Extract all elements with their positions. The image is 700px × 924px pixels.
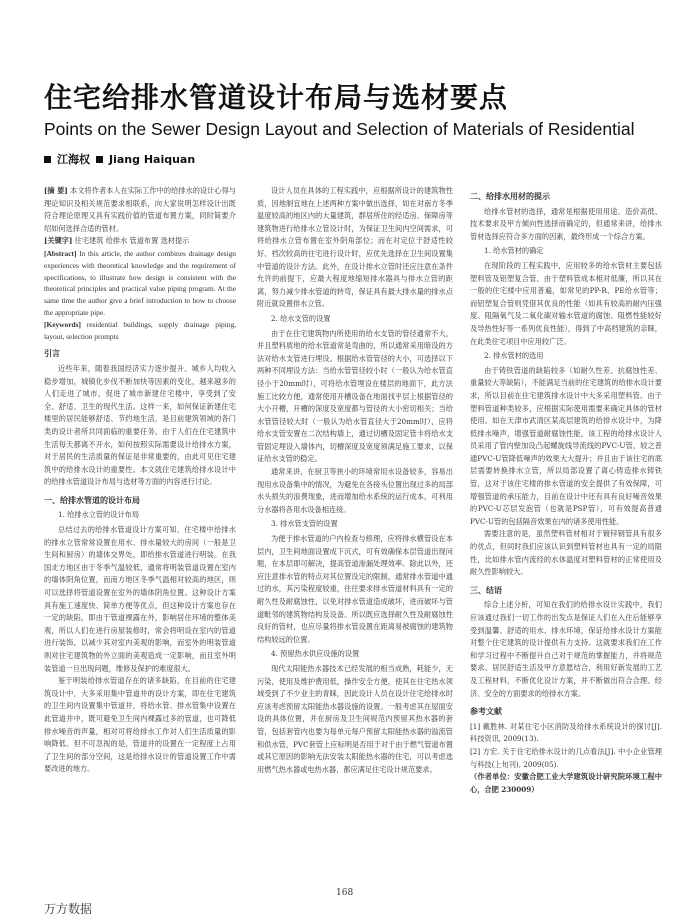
subsection-heading: 2. 给水支管的设置	[271, 313, 331, 323]
article-title-zh: 住宅给排水管道设计布局与选材要点	[44, 81, 509, 114]
subsection-heading: 1. 给水管材的确定	[484, 246, 544, 256]
column-3	[470, 185, 662, 796]
bullet-square-icon	[44, 156, 51, 163]
section-heading-intro: 引言	[44, 349, 60, 359]
author-en: Jiang Haiquan	[109, 152, 196, 166]
keywords-en: [Keywords] residential buildings, supply drainage piping, layout, selection prompts	[44, 319, 236, 341]
paragraph: 鉴于明装给排水管道存在的诸多缺陷，在目前的住宅建筑设计中，大多采用集中管道井的设计方案，即在住宅建筑的卫生间内设置集中管道井，将给水管、排水管集中设置在此管道井中，既可避免卫生间内裸露过多的管道，也可降低排水噪音的声量，相对可将给排水工作对人们生活质量的影响降低。但不可忽视的是，管道井的设置在一定程度上占用了卫生间的部分空间，这是给排水设计的管道设置工作中需要改进的地方。	[44, 676, 236, 774]
paragraph: 综合上述分析，可知在我们的给排水设计实践中，我们应该通过我们一切工作的出发点是保证人们在入住后能够享受到温馨、舒适的用水、排水环境，保证给排水设计方案能对整个住宅建筑的设计提供有力支持。这就要求我们在工作和学习过程中不断提升自己对于规范的掌握能力，并将规范要求、居民舒适生活及甲方意愿结合，利用好新发展的工艺及工程材料，不断优化设计方案，并不断做出符合合理、经济、安全的方面要求的给排水方案。	[470, 600, 662, 698]
authors	[44, 151, 195, 167]
abstract-en: [Abstract] In this article, the author combines drainage design experiences with theoretical knowledge and the requirement of specifications, to illustrate how design is consistent with the theoretical principles and practical value piping program. At the same time the author give a brief introduction to how to choose the appropriate pipe.	[44, 248, 236, 317]
paragraph: 设计人员在具体的工程实践中，应根据所设计的建筑物性质，因地制宜地在上述两种方案中做出选择，如在对南方冬季温度较高的地区内的大量建筑，群居所住的经适房、保障房等建筑物进行给排水立管设计时，为保证卫生间内空间需求，可将给排水立管布置在室外阴角部位；而在对定位于舒适性较好、档次较高的住宅进行设计时，应优先选择在卫生间设置集中管道的设计方法。此外，在设计排水立管时还应注意在条件允许的前提下，应最大程度地缩短排水器具与排水立管的距离，努力减少排水管道的转弯，保证具有最大排水量的排水点附近就设置排水立管。	[257, 186, 453, 309]
author-affiliation: （作者单位：安徽合肥工业大学建筑设计研究院环境工程中心，合肥 230009）	[470, 772, 662, 794]
paragraph: 近些年来，随着我国经济实力逐步提升、城乡人均收入稳步增加，城镇化步伐不断加快等因素的变化，越来越多的人们走进了城市，促进了城市新建住宅楼中，享受到了安全、舒适、卫生的现代生活。这样一来，如何保证新建住宅楼里的居民能够舒适、节约地生活，是目前建筑领域的各门类的设计者所共同面临的重要任务。由于人们在住宅建筑中生活每天都离不开水，如何按照实际需要设计给排水方案，对于居民的生活质量的保证是非常重要的，由此可见住宅建筑中的给排水设计的重要性。本文就住宅建筑给排水设计中的给排水管道设计布局与选材等方面的内容进行讨论。	[44, 363, 236, 487]
paragraph: 给排水管材的选择，通常是根据使用用途、造价高低、技术要求及甲方倾向性选择而确定的，但通常来讲，给排水管材选择应符合多方面的因素，最终形成一个综合方案。	[470, 206, 662, 241]
paragraph: 需要注意的是，虽然塑料管材相对于镀锌钢管具有很多的优点，但同时我们应该认识到塑料管材也具有一定的局限性，比如排水管内流经的水体温度对塑料管材的正常使用及耐久性影响较大。	[470, 529, 662, 577]
subsection-heading: 1. 给排水立管的设计布局	[58, 510, 140, 520]
reference-item: [2] 方宏. 关于住宅给排水设计的几点看法[J]. 中小企业管理与科技(上旬刊), 2009(05).	[470, 746, 662, 769]
paragraph: 由于铸铁管道的缺陷较多（如耐久性差、抗腐蚀性差、重量较大等缺陷），不能满足当前的住宅建筑的给排水设计要求，所以目前在住宅建筑排水设计中大多采用塑料管。由于塑料管道种类较多，应根据实际使用需要来确定具体的管材使用。如在天津市武清区某高层建筑的给排水设计中，为降低排水噪声，增强管道耐腐蚀性能，该工程的给排水设计人员采用了管内壁加设凸起螺旋线导流线的PVC-U管，较之普通PVC-U管降低噪声的效果大大提升；并且由于该住宅的底层需要转换排水立管，所以局部设置了离心铸造排水铸铁管，这对于该住宅楼的排水管道的安全提供了有效保障，可增强管道的承压能力，目前在设计中还有具有良好噪音效果的PVC-U芯层发泡管（也就是PSP管），可有效提高普通PVC-U管的包括隔音效果在内的诸多使用性能。	[470, 365, 662, 526]
paragraph: 由于在住宅建筑物内所使用的给水支管的管径通常不大，并且塑料质地的给水管道常是弯曲的，所以通常采用暗设的方法对给水支管进行埋设。根据给水管管径的大小，可选择以下两种不同埋设方法：当给水管管径较小时（一般认为给水管直径小于20mm时），可将给水管埋设在楼层的地面下，此方法施工比较方便，通常使用开槽设备在地面找平层上根据管径的大小开槽，开槽的深度及宽度都与管径的大小密切相关；当给水管管径较大时（一般认为给水管直径大于20mm时），应将给水支管安置在二次结构墙上，通过切槽及固定管卡将给水支管固定埋设入墙体内，切槽深度及宽度须满足施工要求，以保证给水支管的稳定。	[257, 328, 453, 464]
author-zh: 江海权	[57, 153, 90, 166]
section-heading-2: 二、给排水用材的提示	[470, 192, 550, 201]
column-2	[257, 185, 453, 776]
bullet-square-icon	[96, 156, 103, 163]
reference-item: [1] 戴胜林. 对某住宅小区消防及给排水系统设计的探讨[J]. 科技资讯, 2009(13).	[470, 721, 662, 744]
abstract-zh: [摘 要] 本文将作者本人在实际工作中的给排水的设计心得与理论知识及相关规范要求相联系，向大家说明怎样设计出既符合理论原理又具有实践价值的管道布置方案，同时简要介绍如何选择合适的管材。	[44, 186, 236, 233]
paragraph: 现代太阳能热水器技术已经发展的相当成熟，耗能少，无污染，使用及维护费用低，操作安全方便，使其在住宅热水领域受到了不少业主的青睐，因此设计人员在设计住宅给排水时应该考虑预留太阳能热水器设施的设置。一般考虑其在屋面安设的具体位置，并在厨房及卫生间规范内预留其热水器的套管，包括套管内也要为每单元每户预留太阳能热水器的溢流管和供水管，PVC套管上应标明是否用于对于由于燃气管道布置或其它原因的影响无法安装太阳能热水器的住宅，可以考虑选用燃气热水器或电热水器，都应满足住宅设计规范要求。	[257, 663, 453, 774]
references-heading: 参考文献	[470, 707, 502, 717]
keywords-zh: [关键字] 住宅建筑 给排水 管道布置 选材提示	[44, 236, 190, 246]
paragraph: 在现阶段的工程实践中，应用较多的给水管材主要包括塑料管及铝塑复合管。由于塑料管成本相对低廉，所以其在一般的住宅楼中应用普遍，如常见的PP-R、PE给水管等；而铝塑复合管则凭借其优良的性能（如具有较高的耐内压强度、阻隔氧气及二氧化碳对输水管道的腐蚀、阻燃性能较好及导热性好等一系列优良性能），得到了中高档建筑的亲睐，在此类住宅项目中应用较广泛。	[470, 260, 662, 346]
paragraph: 通常来讲，在厨卫等狭小的环境常用水设备较多，容易出现用水设备集中的情况，为避免在各接头位置出现过多的局部水头损失的浪费现象，进而增加给水系统的运行成本，可利用分水器将各用水设备相连接。	[257, 467, 453, 514]
subsection-heading: 2. 排水管材的选用	[484, 351, 544, 361]
subsection-heading: 3. 排水管支管的设置	[271, 519, 338, 529]
paragraph: 为便于排水管道的户内检查与修理，应将排水横管设在本层内，卫生间地面设置成下沉式，可有效确保本层管道出现问题，在本层即可解决，提高管道渗漏处理效率。除此以外，还应注意排水管的特点对其位置设定的限制，通常排水管道中通过的水，其污染程度较重，往往要求排水管道材料具有一定的耐久性及耐腐蚀性，以免对排水管道造成破坏，进而破坏与管道毗邻的建筑物结构及设备。所以既应选择耐久性及耐腐蚀性良好的管材，也应尽量将排水管设置在距离易被腐蚀的建筑物结构较远的位置。	[257, 534, 453, 644]
column-1	[44, 185, 236, 776]
section-heading-1: 一、给排水管道的设计布局	[44, 495, 140, 505]
wanfang-logo-text: 万方数据	[44, 902, 93, 916]
subsection-heading: 4. 预留热水供应设施的设置	[271, 649, 360, 659]
article-title-en: Points on the Sewer Design Layout and Selection of Materials of Residential	[44, 119, 635, 139]
page-number: 168	[336, 888, 354, 898]
section-heading-3: 三、结语	[470, 585, 502, 595]
paragraph: 总结过去的给排水管道设计方案可知，住宅楼中给排水的排水立管常常设置在用水、排水量较大的房间（一般是卫生间和厨房）的墙体交界处，即给排水管道进行明装。在我国北方地区由于冬季气温较低，通常将明装管道设置在室内的墙体阴角位置，而南方地区冬季气温相对较高的地区，则可以选择将管道设置在室外的墙体阴角位置。这种设计方案具有施工速度快、简单方便等优点，但这种设计方案也存在一定的缺陷，即由于管道裸露在外，影响居住环境的整体美观，所以人们在进行房屋装修时，常会将明设在室内的管道进行装饰，以减少其对室内美观的影响，而室外的明装管道则对住宅建筑物的外立面的美观造成一定影响，而且室外明装管道一旦出现问题，维修及保护的难度很大。	[44, 525, 236, 673]
